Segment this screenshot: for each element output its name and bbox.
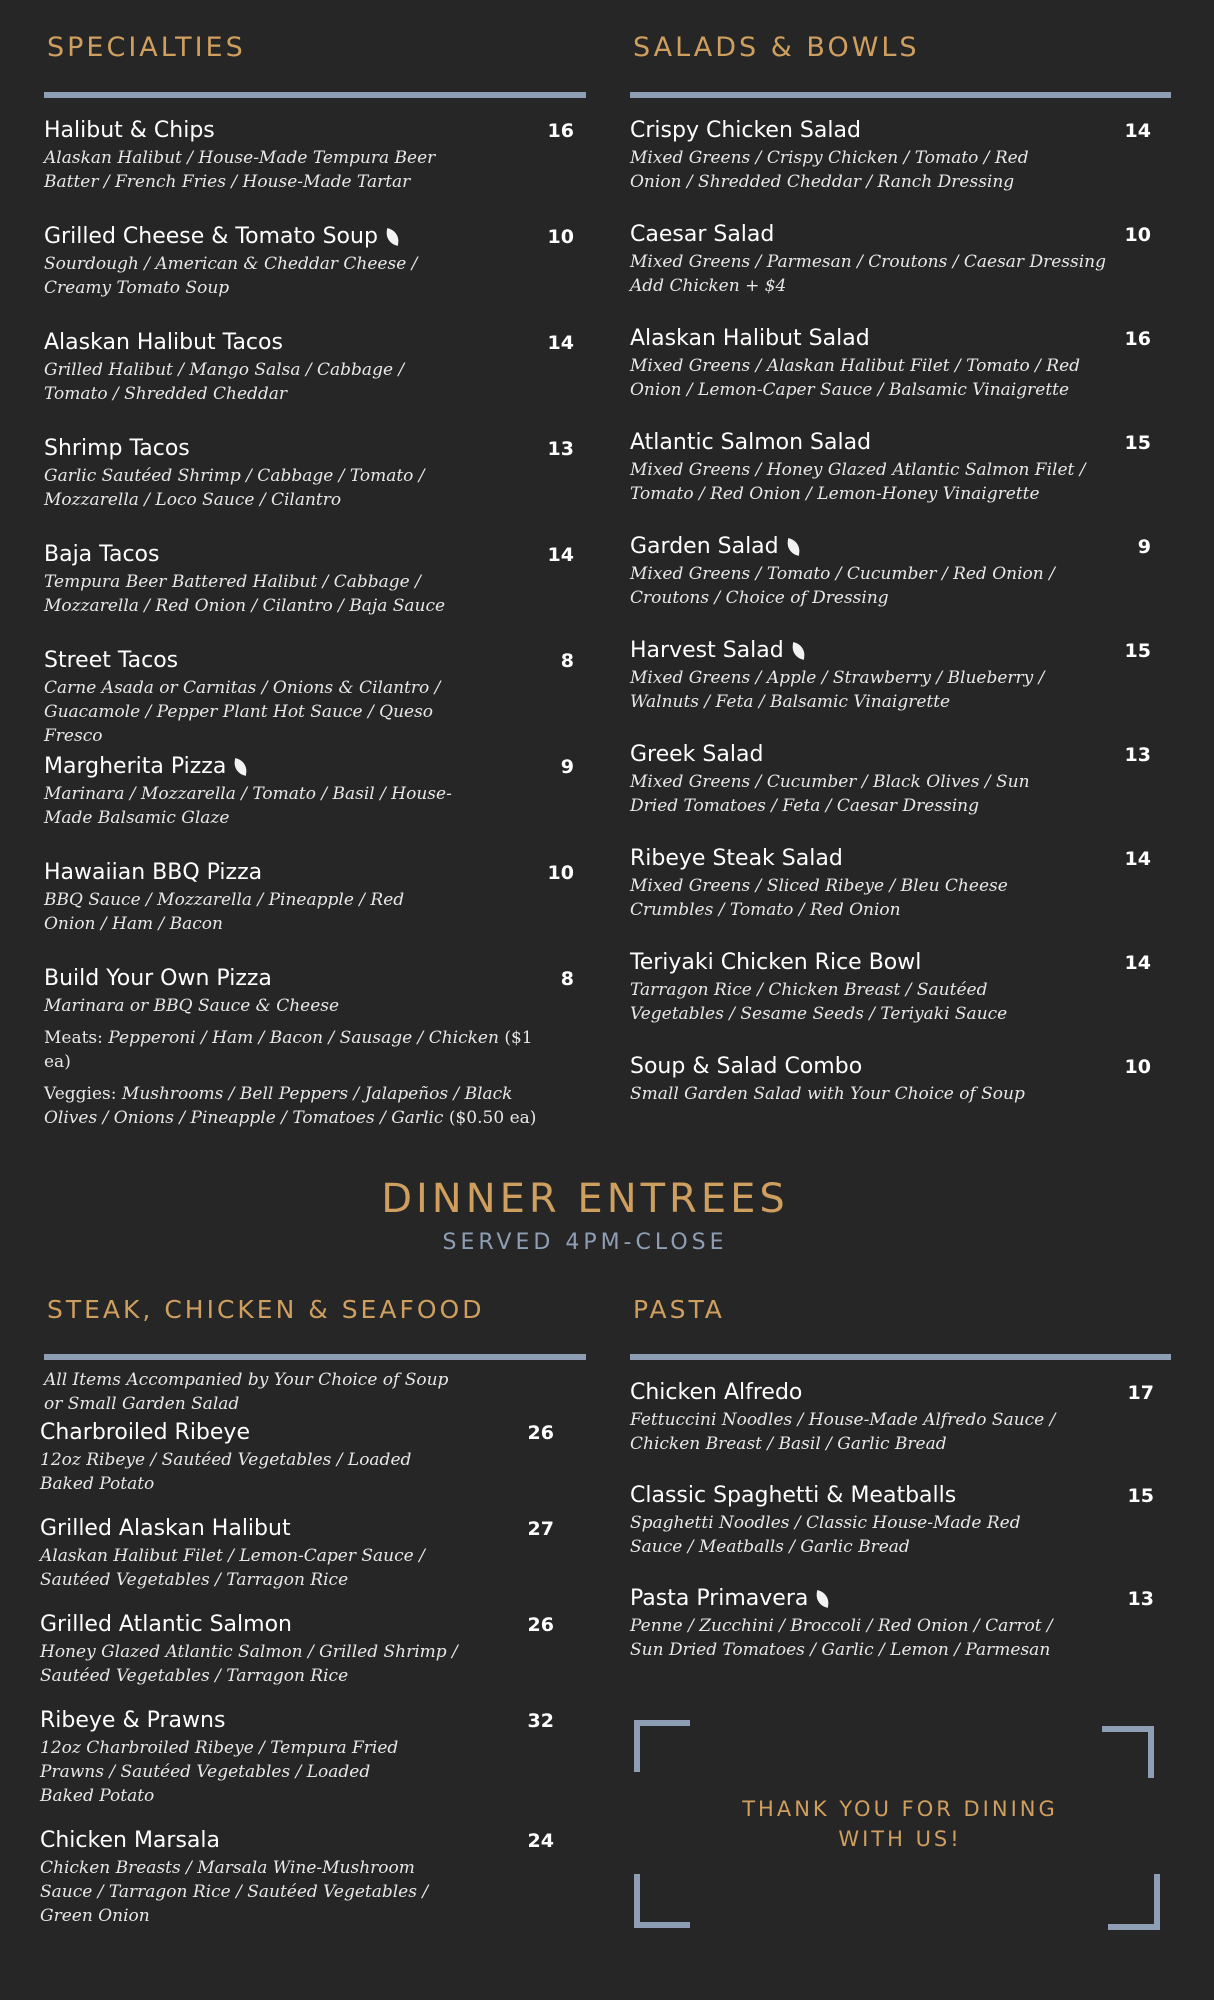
- section-title-salads: SALADS & BOWLS: [633, 32, 920, 63]
- item-name: Pasta Primavera: [630, 1586, 809, 1611]
- item-price: 15: [1124, 640, 1151, 662]
- menu-item: [630, 1052, 1151, 1106]
- meats-price: ($1 ea): [44, 1028, 533, 1072]
- thank-you-line-1: THANK YOU FOR DINING: [742, 1797, 1058, 1821]
- menu-item: [40, 1418, 554, 1514]
- menu-item: [40, 1706, 554, 1826]
- menu-item: [630, 428, 1151, 532]
- frame-corner-bottom-left: [634, 1874, 690, 1928]
- menu-item: [630, 220, 1151, 324]
- item-price: 10: [1124, 224, 1151, 246]
- menu-item: [630, 844, 1151, 948]
- menu-item: [40, 1610, 554, 1706]
- item-price: 14: [547, 544, 574, 566]
- item-description: Mixed Greens / Apple / Strawberry / Blueberry / Walnuts / Feta / Balsamic Vinaigrette: [630, 668, 1045, 712]
- menu-item: [630, 1378, 1154, 1481]
- item-price: 14: [1124, 120, 1151, 142]
- item-name: Caesar Salad: [630, 222, 775, 247]
- menu-item: [630, 532, 1151, 636]
- item-price: 16: [1124, 328, 1151, 350]
- dinner-entrees-subtitle: SERVED 4PM-CLOSE: [442, 1230, 728, 1255]
- item-name: Classic Spaghetti & Meatballs: [630, 1483, 957, 1508]
- meats-label: Meats:: [44, 1028, 103, 1048]
- section-note: All Items Accompanied by Your Choice of Soup or Small Garden Salad: [44, 1370, 449, 1414]
- vegetarian-leaf-icon: [385, 228, 400, 246]
- item-price: 13: [547, 438, 574, 460]
- item-description: Garlic Sautéed Shrimp / Cabbage / Tomato / Mozzarella / Loco Sauce / Cilantro: [44, 466, 425, 510]
- item-price: 14: [1124, 848, 1151, 870]
- menu-item: [40, 1826, 554, 1928]
- item-price: 26: [527, 1422, 554, 1444]
- item-description: Alaskan Halibut / House-Made Tempura Beer Batter / French Fries / House-Made Tartar: [44, 148, 436, 192]
- item-name: Grilled Cheese & Tomato Soup: [44, 224, 378, 249]
- vegetarian-leaf-icon: [791, 642, 806, 660]
- item-price: 14: [547, 332, 574, 354]
- menu-item: [44, 646, 574, 752]
- menu-item-build-your-own-pizza: [44, 964, 574, 1130]
- item-name: Chicken Marsala: [40, 1828, 220, 1853]
- item-description: 12oz Ribeye / Sautéed Vegetables / Loaded Baked Potato: [40, 1450, 412, 1494]
- item-name: Greek Salad: [630, 742, 764, 767]
- item-price: 32: [527, 1710, 554, 1732]
- item-name: Alaskan Halibut Salad: [630, 326, 870, 351]
- item-price: 8: [560, 968, 574, 990]
- item-price: 9: [560, 756, 574, 778]
- item-description: Sourdough / American & Cheddar Cheese / Creamy Tomato Soup: [44, 254, 418, 298]
- item-description: Carne Asada or Carnitas / Onions & Cilantro / Guacamole / Pepper Plant Hot Sauce / Queso Fresco: [44, 678, 441, 746]
- specialties-list: [44, 116, 574, 1130]
- item-name: Crispy Chicken Salad: [630, 118, 861, 143]
- item-name: Atlantic Salmon Salad: [630, 430, 872, 455]
- item-name: Hawaiian BBQ Pizza: [44, 860, 263, 885]
- menu-item: [44, 222, 574, 328]
- item-name: Alaskan Halibut Tacos: [44, 330, 283, 355]
- item-name: Soup & Salad Combo: [630, 1054, 863, 1079]
- frame-corner-top-left: [634, 1720, 690, 1772]
- menu-item: [630, 116, 1151, 220]
- thank-you-line-2: WITH US!: [838, 1827, 962, 1851]
- specialties-section: [44, 28, 586, 1130]
- item-description: Mixed Greens / Alaskan Halibut Filet / Tomato / Red Onion / Lemon-Caper Sauce / Balsamic Vinaigrette: [630, 356, 1081, 400]
- section-title-specialties: SPECIALTIES: [47, 32, 246, 63]
- item-price: 27: [527, 1518, 554, 1540]
- thank-you-message: [630, 1794, 1170, 1854]
- dinner-entrees-title: DINNER ENTREES: [381, 1176, 789, 1222]
- item-description: Fettuccini Noodles / House-Made Alfredo Sauce / Chicken Breast / Basil / Garlic Bread: [630, 1410, 1056, 1454]
- item-description: Mixed Greens / Cucumber / Black Olives / Sun Dried Tomatoes / Feta / Caesar Dressing: [630, 772, 1030, 816]
- item-description: Penne / Zucchini / Broccoli / Red Onion / Carrot / Sun Dried Tomatoes / Garlic / Lemon / Parmesan: [630, 1616, 1053, 1660]
- item-name: Garden Salad: [630, 534, 779, 559]
- section-title-steak: STEAK, CHICKEN & SEAFOOD: [47, 1295, 485, 1324]
- item-name: Teriyaki Chicken Rice Bowl: [630, 950, 922, 975]
- item-name: Grilled Atlantic Salmon: [40, 1612, 292, 1637]
- pizza-veggies-line: [44, 1082, 544, 1130]
- item-description: Mixed Greens / Sliced Ribeye / Bleu Cheese Crumbles / Tomato / Red Onion: [630, 876, 1008, 920]
- item-description: Marinara or BBQ Sauce & Cheese: [44, 996, 340, 1016]
- item-name: Grilled Alaskan Halibut: [40, 1516, 291, 1541]
- item-description: Tempura Beer Battered Halibut / Cabbage / Mozzarella / Red Onion / Cilantro / Baja Sauce: [44, 572, 446, 616]
- menu-item: [630, 740, 1151, 844]
- section-divider: [44, 1354, 586, 1360]
- item-description: Grilled Halibut / Mango Salsa / Cabbage / Tomato / Shredded Cheddar: [44, 360, 405, 404]
- item-description: Chicken Breasts / Marsala Wine-Mushroom Sauce / Tarragon Rice / Sautéed Vegetables / Green Onion: [40, 1858, 429, 1926]
- item-price: 8: [560, 650, 574, 672]
- item-price: 10: [1124, 1056, 1151, 1078]
- item-name: Chicken Alfredo: [630, 1380, 803, 1405]
- frame-corner-top-right: [1102, 1726, 1154, 1778]
- item-name: Harvest Salad: [630, 638, 784, 663]
- item-name: Street Tacos: [44, 648, 179, 673]
- item-price: 14: [1124, 952, 1151, 974]
- menu-item: [44, 752, 574, 858]
- section-divider: [630, 1354, 1171, 1360]
- pasta-section: [630, 1290, 1171, 1662]
- item-description: Small Garden Salad with Your Choice of Soup: [630, 1084, 1025, 1104]
- section-divider: [630, 92, 1171, 98]
- menu-item: [44, 328, 574, 434]
- section-divider: [44, 92, 586, 98]
- item-name: Ribeye Steak Salad: [630, 846, 843, 871]
- item-price: 10: [547, 226, 574, 248]
- frame-corner-bottom-right: [1108, 1874, 1160, 1930]
- menu-item: [44, 116, 574, 222]
- item-name: Ribeye & Prawns: [40, 1708, 226, 1733]
- item-addon: Add Chicken + $4: [630, 276, 787, 296]
- item-price: 24: [527, 1830, 554, 1852]
- menu-item: [44, 858, 574, 964]
- item-price: 13: [1124, 744, 1151, 766]
- steak-section: [40, 1290, 586, 1928]
- item-name: Halibut & Chips: [44, 118, 215, 143]
- item-price: 13: [1127, 1588, 1154, 1610]
- salads-list: [630, 116, 1151, 1106]
- item-description: Tarragon Rice / Chicken Breast / Sautéed Vegetables / Sesame Seeds / Teriyaki Sauce: [630, 980, 1008, 1024]
- item-price: 9: [1137, 536, 1151, 558]
- meats-list: Pepperoni / Ham / Bacon / Sausage / Chicken: [108, 1028, 499, 1048]
- item-price: 10: [547, 862, 574, 884]
- menu-item: [44, 540, 574, 646]
- item-description: Mixed Greens / Crispy Chicken / Tomato / Red Onion / Shredded Cheddar / Ranch Dressing: [630, 148, 1029, 192]
- menu-item: [630, 1481, 1154, 1584]
- menu-item: [630, 948, 1151, 1052]
- menu-item: [40, 1514, 554, 1610]
- salads-section: [630, 28, 1171, 1106]
- veggies-list: Mushrooms / Bell Peppers / Jalapeños / Black Olives / Onions / Pineapple / Tomatoes / Garlic: [44, 1084, 513, 1128]
- item-name: Build Your Own Pizza: [44, 966, 272, 991]
- steak-list: [40, 1418, 554, 1928]
- item-price: 16: [547, 120, 574, 142]
- item-description: Mixed Greens / Honey Glazed Atlantic Salmon Filet / Tomato / Red Onion / Lemon-Honey Vinaigrette: [630, 460, 1086, 504]
- veggies-price: ($0.50 ea): [448, 1108, 537, 1128]
- veggies-label: Veggies:: [44, 1084, 117, 1104]
- vegetarian-leaf-icon: [815, 1590, 830, 1608]
- item-price: 15: [1124, 432, 1151, 454]
- item-description: Honey Glazed Atlantic Salmon / Grilled Shrimp / Sautéed Vegetables / Tarragon Rice: [40, 1642, 458, 1686]
- menu-item: [44, 434, 574, 540]
- section-title-pasta: PASTA: [633, 1295, 725, 1324]
- item-price: 26: [527, 1614, 554, 1636]
- item-name: Baja Tacos: [44, 542, 160, 567]
- item-description: Marinara / Mozzarella / Tomato / Basil / House-Made Balsamic Glaze: [44, 784, 452, 828]
- item-description: Mixed Greens / Tomato / Cucumber / Red Onion / Croutons / Choice of Dressing: [630, 564, 1055, 608]
- item-name: Margherita Pizza: [44, 754, 227, 779]
- vegetarian-leaf-icon: [233, 758, 248, 776]
- item-description: BBQ Sauce / Mozzarella / Pineapple / Red Onion / Ham / Bacon: [44, 890, 405, 934]
- item-description: Spaghetti Noodles / Classic House-Made Red Sauce / Meatballs / Garlic Bread: [630, 1513, 1021, 1557]
- item-price: 17: [1127, 1382, 1154, 1404]
- pizza-meats-line: [44, 1026, 544, 1074]
- pasta-list: [630, 1378, 1154, 1662]
- item-description: 12oz Charbroiled Ribeye / Tempura Fried Prawns / Sautéed Vegetables / Loaded Baked Potato: [40, 1738, 399, 1806]
- item-name: Shrimp Tacos: [44, 436, 190, 461]
- menu-item: [630, 1584, 1154, 1662]
- item-price: 15: [1127, 1485, 1154, 1507]
- item-description: Alaskan Halibut Filet / Lemon-Caper Sauce / Sautéed Vegetables / Tarragon Rice: [40, 1546, 425, 1590]
- menu-item: [630, 324, 1151, 428]
- vegetarian-leaf-icon: [786, 538, 801, 556]
- menu-item: [630, 636, 1151, 740]
- item-description: Mixed Greens / Parmesan / Croutons / Caesar Dressing: [630, 252, 1106, 272]
- item-name: Charbroiled Ribeye: [40, 1420, 250, 1445]
